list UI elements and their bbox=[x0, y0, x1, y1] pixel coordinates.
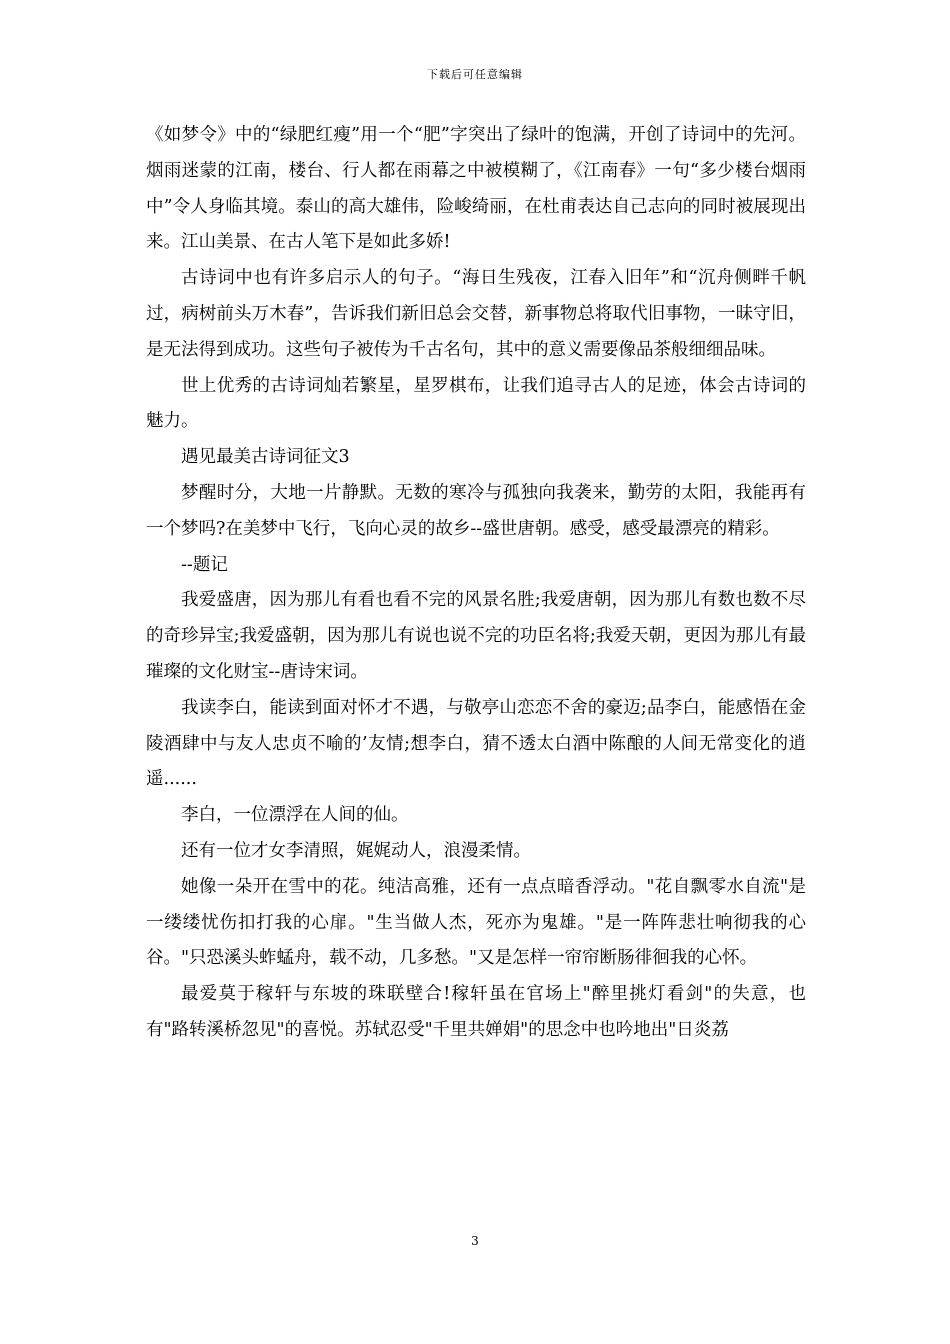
paragraph: 李白，一位漂浮在人间的仙。 bbox=[181, 805, 409, 826]
paragraph: 我读李白，能读到面对怀才不遇，与敬亭山恋恋不舍的豪迈;品李白，能感悟在金陵酒肆中与友人忠贞不喻的’友情;想李白，猜不透太白酒中陈酿的人间无常变化的逍遥...... bbox=[146, 697, 806, 790]
paragraph: 还有一位才女李清照，娓娓动人，浪漫柔情。 bbox=[181, 840, 531, 861]
page-header: 下载后可任意编辑 bbox=[427, 68, 523, 81]
section-title: 遇见最美古诗词征文3 bbox=[181, 447, 350, 468]
paragraph: 世上优秀的古诗词灿若繁星，星罗棋布，让我们追寻古人的足迹，体会古诗词的魅力。 bbox=[146, 375, 806, 432]
paragraph: 《如梦令》中的“绿肥红瘦”用一个“肥”字突出了绿叶的饱满，开创了诗词中的先河。烟雨迷蒙的江南，楼台、行人都在雨幕之中被模糊了，《江南春》一句“多少楼台烟雨中”令人身临其境。泰山的高大雄伟，险峻绮丽，在杜甫表达自己志向的同时被展现出来。江山美景、在古人笔下是如此多娇! bbox=[146, 125, 806, 253]
article-body bbox=[146, 118, 806, 1049]
paragraph: 她像一朵开在雪中的花。纯洁高雅，还有一点点暗香浮动。"花自飘零水自流"是一缕缕忧伤扣打我的心扉。"生当做人杰，死亦为鬼雄。"是一阵阵悲壮响彻我的心谷。"只恐溪头蚱蜢舟，载不动，几多愁。"又是怎样一帘帘断肠徘徊我的心怀。 bbox=[146, 876, 806, 969]
epigraph-note: --题记 bbox=[181, 554, 228, 575]
paragraph: 古诗词中也有许多启示人的句子。“海日生残夜，江春入旧年”和“沉舟侧畔千帆过，病树前头万木春”，告诉我们新旧总会交替，新事物总将取代旧事物，一昧守旧，是无法得到成功。这些句子被传为千古名句，其中的意义需要像品茶般细细品味。 bbox=[146, 268, 806, 360]
paragraph: 最爱莫于稼轩与东坡的珠联壁合!稼轩虽在官场上"醉里挑灯看剑"的失意，也有"路转溪桥忽见"的喜悦。苏轼忍受"千里共婵娟"的思念中也吟地出"日炎荔 bbox=[146, 984, 806, 1040]
page-number: 3 bbox=[471, 1234, 479, 1248]
paragraph: 梦醒时分，大地一片静默。无数的寒冷与孤独向我袭来，勤劳的太阳，我能再有一个梦吗?在美梦中飞行，飞向心灵的故乡--盛世唐朝。感受，感受最漂亮的精彩。 bbox=[146, 482, 806, 539]
paragraph: 我爱盛唐，因为那儿有看也看不完的风景名胜;我爱唐朝，因为那儿有数也数不尽的奇珍异宝;我爱盛朝，因为那儿有说也说不完的功臣名将;我爱天朝，更因为那儿有最璀璨的文化财宝--唐诗宋词。 bbox=[146, 590, 806, 682]
